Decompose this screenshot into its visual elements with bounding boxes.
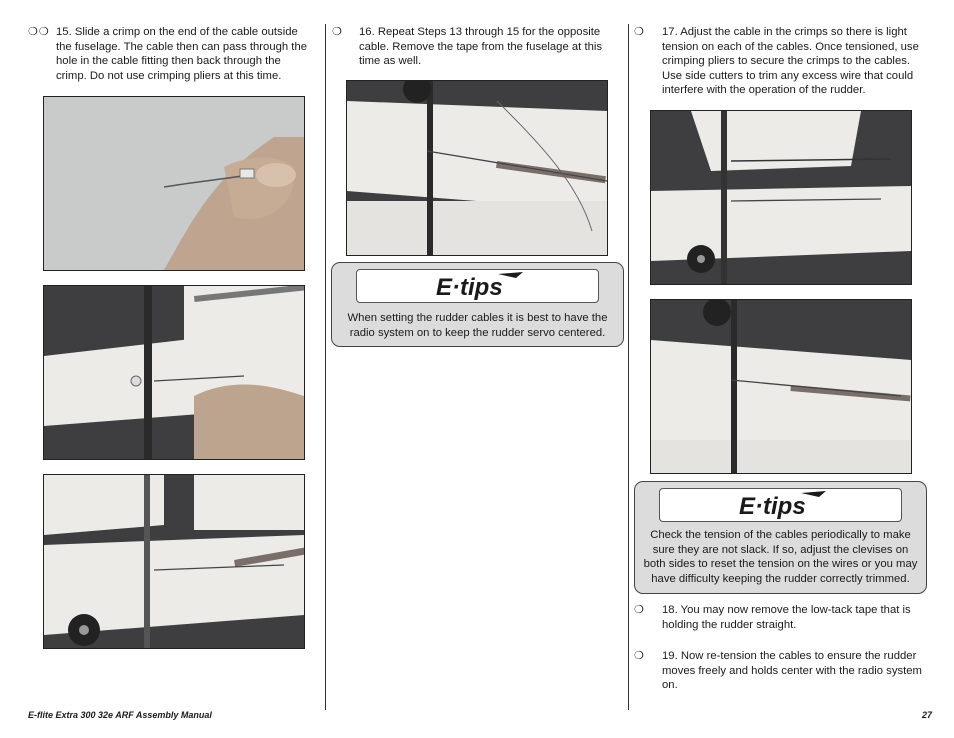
photo-opposite-cable (346, 80, 608, 256)
etips-box-1 (331, 262, 624, 347)
etips-logo-icon (731, 489, 831, 521)
photo-excess-wire-trimmed (650, 299, 912, 474)
step-18-text: 18. You may now remove the low-tack tape that is holding the rudder straight. (662, 604, 911, 631)
step-17-text: 17. Adjust the cable in the crimps so there is light tension on each of the cables. Once tensioned, use crimping pliers to secure the crimps to the cables. Use side cutters to trim any excess wire that could interfere with the operation of the rudder. (662, 26, 919, 96)
column-divider-right (628, 24, 629, 710)
checkbox-icon[interactable]: ❍ (634, 26, 645, 38)
svg-text:E·tips: E·tips (435, 274, 503, 301)
etips-text-1: When setting the rudder cables it is best to have the radio system on to keep the rudder servo centered. (347, 312, 608, 339)
etips-logo-frame (659, 488, 902, 522)
checkbox-icon[interactable]: ❍ (332, 26, 343, 38)
column-divider-left (325, 24, 326, 710)
manual-title: E-flite Extra 300 32e ARF Assembly Manual (28, 710, 212, 720)
checkbox-icon[interactable]: ❍ (634, 650, 645, 662)
step-17 (634, 25, 930, 99)
checkbox-icon[interactable]: ❍ (634, 604, 645, 616)
checkbox-icon[interactable]: ❍❍ (28, 26, 50, 38)
step-16 (332, 25, 614, 69)
step-19-text: 19. Now re-tension the cables to ensure the rudder moves freely and holds center with the radio system on. (662, 650, 922, 691)
page-number: 27 (921, 710, 932, 720)
etips-box-2 (634, 481, 927, 594)
photo-cable-tension (650, 110, 912, 285)
photo-crimp-installed (43, 474, 305, 649)
photo-cable-through-fitting (43, 285, 305, 460)
step-15 (28, 25, 310, 85)
etips-logo-frame (356, 269, 599, 303)
svg-text:E·tips: E·tips (738, 493, 806, 520)
step-19 (634, 649, 930, 693)
etips-logo-icon (428, 270, 528, 302)
etips-text-2: Check the tension of the cables periodically to make sure they are not slack. If so, adjust the clevises on both sides to reset the tension on the wires or you may have difficulty keeping the rudder correctly trimmed. (643, 529, 918, 585)
photo-crimp-on-cable (43, 96, 305, 271)
step-18 (634, 603, 930, 633)
step-15-text: 15. Slide a crimp on the end of the cable outside the fuselage. The cable then can pass through the hole in the cable fitting then back through the crimp. Do not use crimping pliers at this time. (56, 26, 308, 82)
step-16-text: 16. Repeat Steps 13 through 15 for the opposite cable. Remove the tape from the fuselage at this time as well. (359, 26, 603, 67)
